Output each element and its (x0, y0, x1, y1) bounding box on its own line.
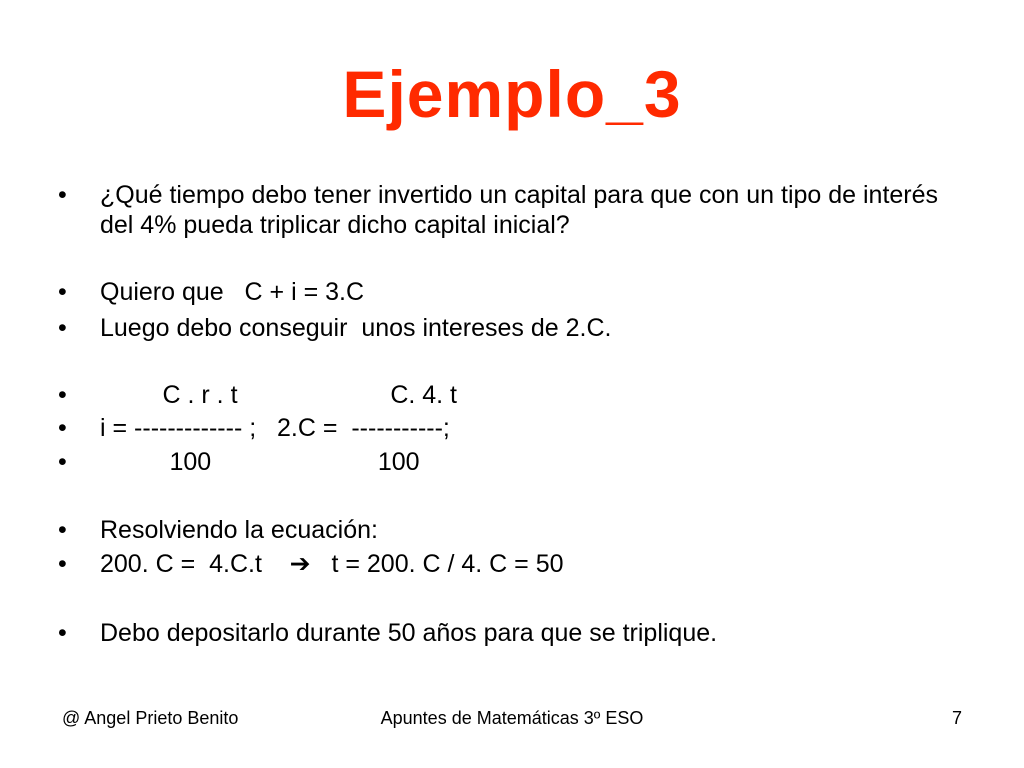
bullet-marker: • (58, 278, 67, 306)
bullet-marker: • (58, 550, 67, 578)
bullet-marker: • (58, 619, 67, 647)
bullet-text: ¿Qué tiempo debo tener invertido un capital para que con un tipo de interés del 4% pueda triplicar dicho capital inicial? (100, 181, 939, 239)
slide-title: Ejemplo_3 (342, 57, 682, 131)
bullet-text: C . r . t C. 4. t (100, 381, 458, 409)
bullet-text: Debo depositarlo durante 50 años para que se triplique. (100, 619, 718, 647)
bullet-item (58, 180, 978, 242)
bullet-text: 100 100 (100, 448, 420, 476)
footer-author: @ Angel Prieto Benito (62, 708, 239, 728)
bullet-text: 200. C = 4.C.t ➔ t = 200. C / 4. C = 50 (100, 550, 564, 578)
footer-page-number: 7 (951, 708, 962, 728)
bullet-marker: • (58, 181, 67, 209)
bullet-text: Resolviendo la ecuación: (100, 516, 378, 544)
bullet-marker: • (58, 381, 67, 409)
bullet-text: Luego debo conseguir unos intereses de 2.C. (100, 314, 612, 342)
bullet-marker: • (58, 414, 67, 442)
bullet-marker: • (58, 448, 67, 476)
footer-course: Apuntes de Matemáticas 3º ESO (380, 708, 644, 728)
bullet-marker: • (58, 314, 67, 342)
bullet-text: Quiero que C + i = 3.C (100, 278, 365, 306)
bullet-text: i = ------------- ; 2.C = -----------; (100, 414, 450, 442)
bullet-marker: • (58, 516, 67, 544)
